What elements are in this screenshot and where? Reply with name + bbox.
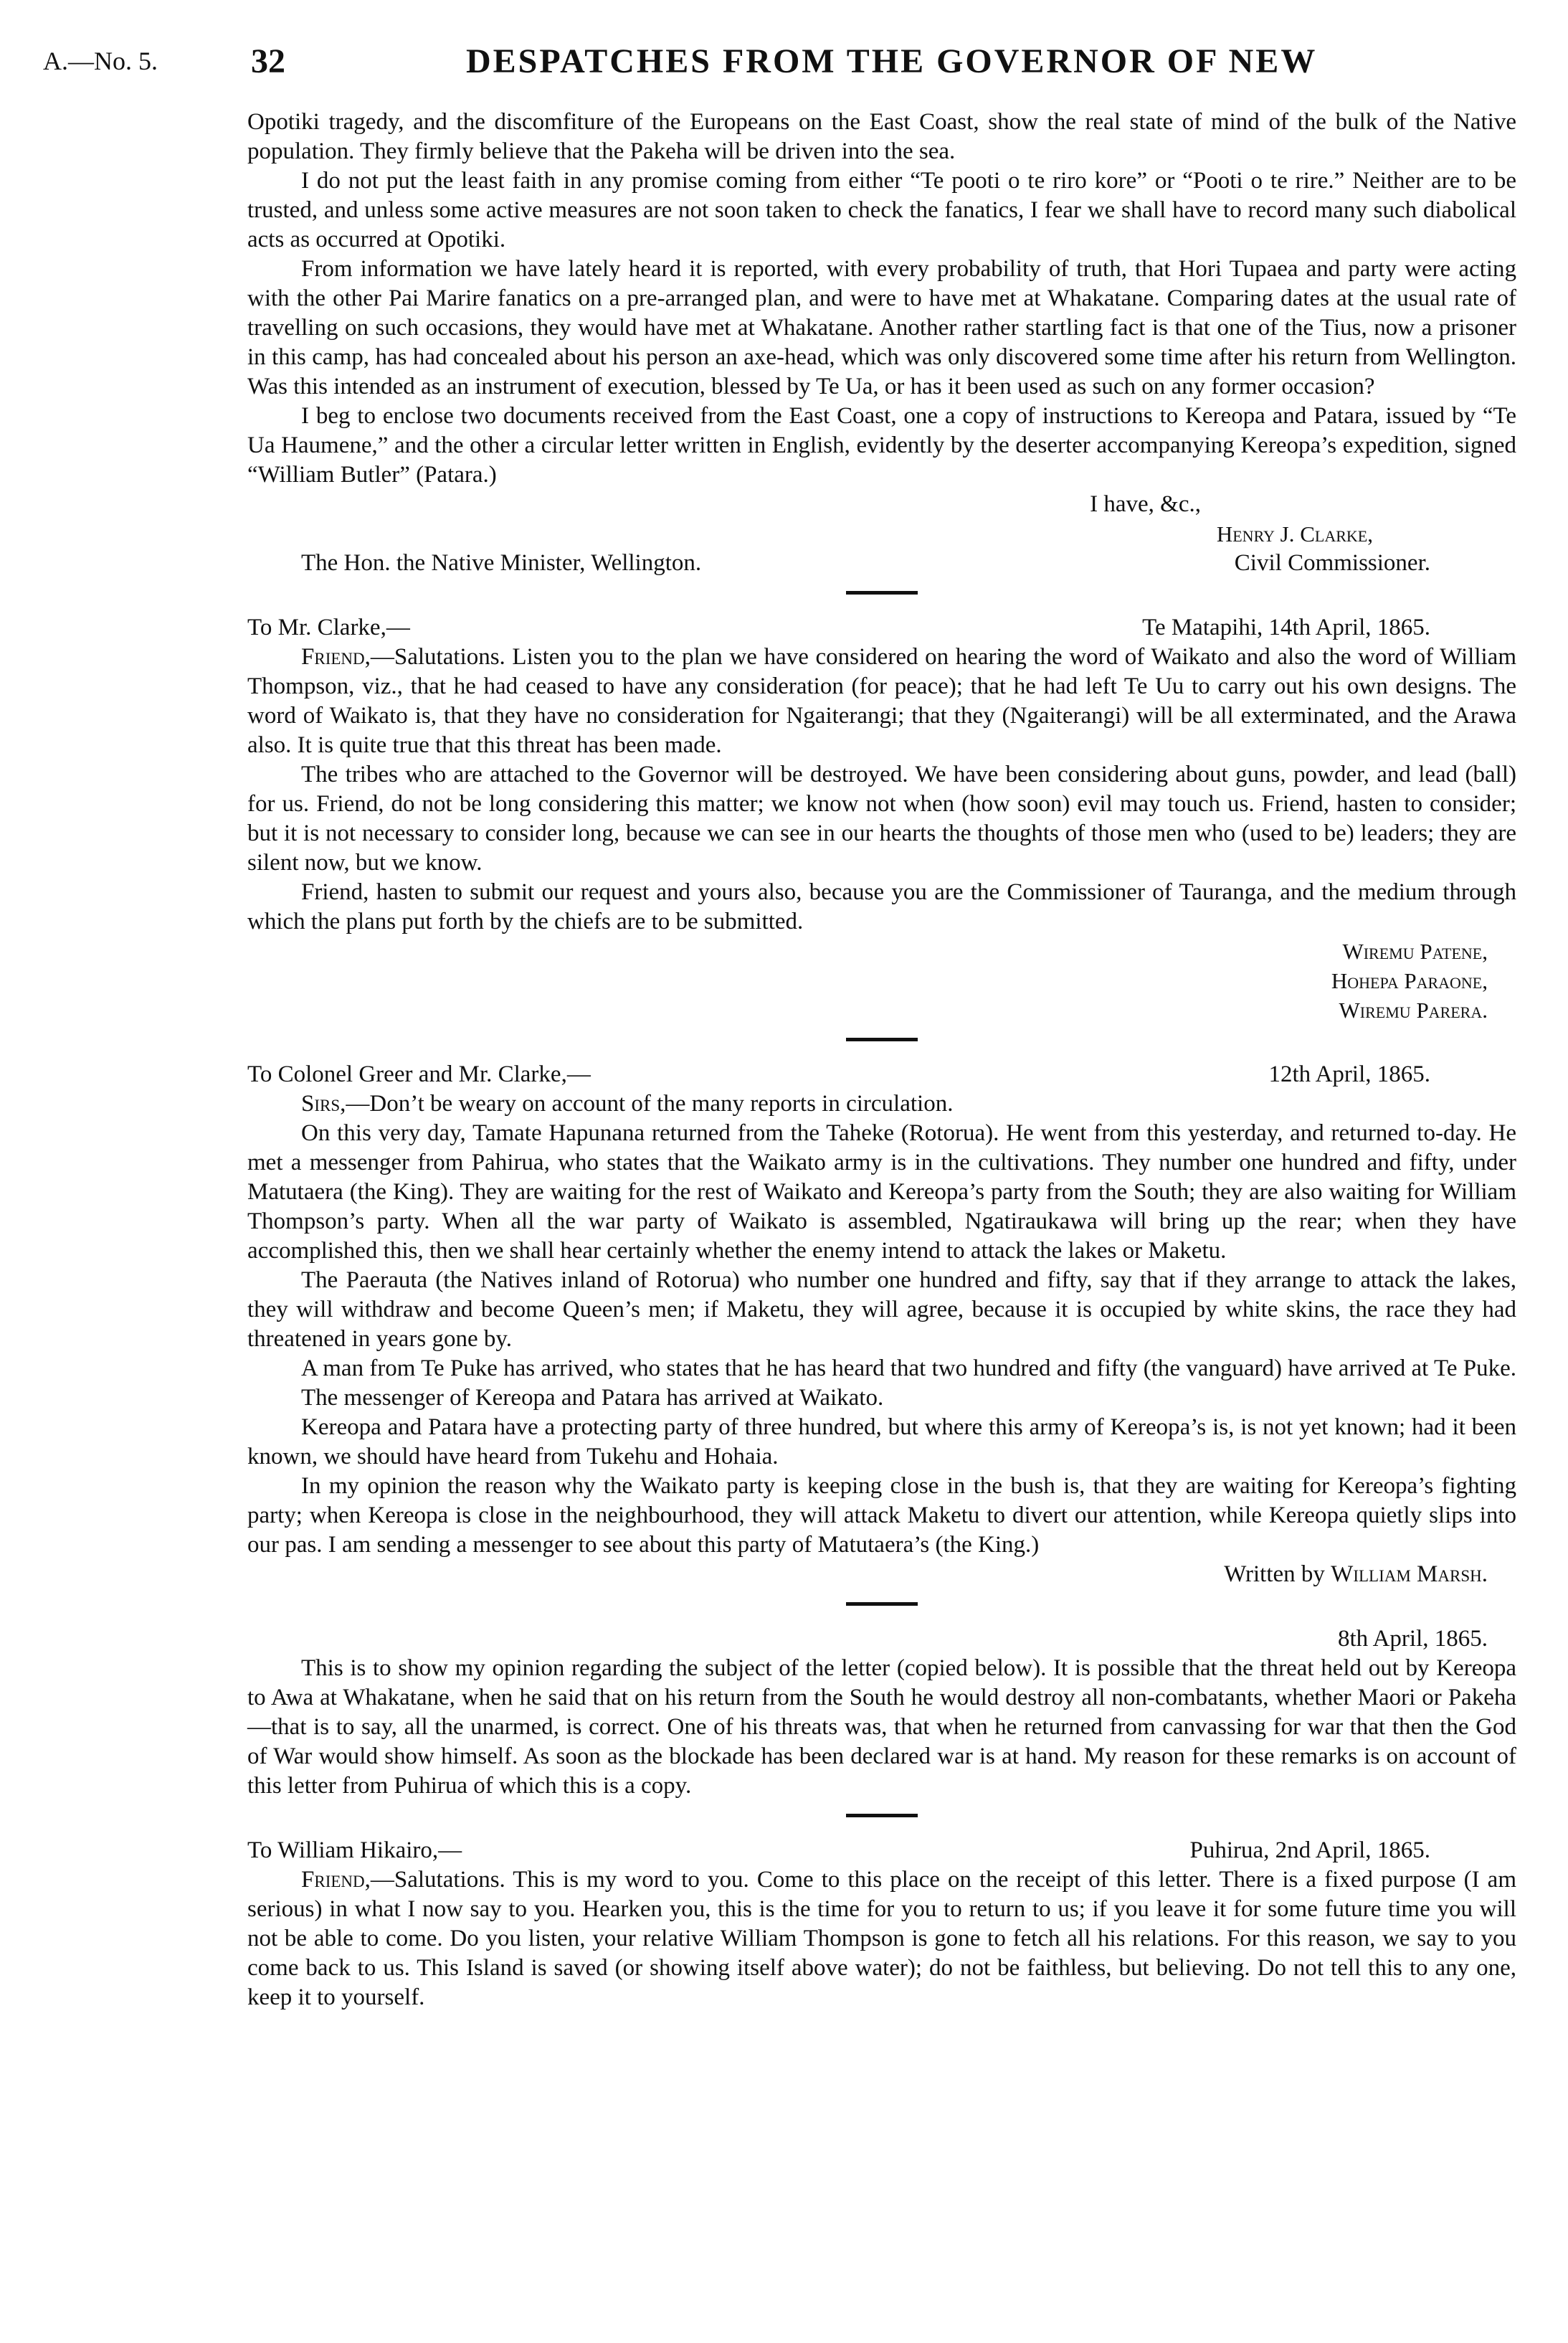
letter1-signer-3: Wiremu Parera. [1339,998,1488,1023]
letter2-paragraph-7: In my opinion the reason why the Waikato party is keeping close in the bush is, that they are waiting for Kereopa’s fighting party; when Kereopa is close in the neighbourhood, they will attack Maketu to divert our attention, while Kereopa quietly slips into our pas. I am sending a messenger to see about this party of Matutaera’s (the King.) [247,1473,1516,1558]
letter2-paragraph-2: On this very day, Tamate Hapunana returned from the Taheke (Rotorua). He went from this yesterday, and returned to-day. He met a messenger from Pahirua, who states that the Waikato army is in the cultivations. They number one hundred and fifty, under Matutaera (the King). They are waiting for the rest of Waikato and Kereopa’s party from the South; they are also waiting for William Thompson’s party. When all the war party of Waikato is assembled, Ngatiraukawa will bring up the rear; when they have accomplished this, then we shall hear certainly whether the enemy intend to attack the lakes or Maketu. [247,1120,1516,1264]
letter2-paragraph-4: A man from Te Puke has arrived, who states that he has heard that two hundred and fifty (the vanguard) have arrived at Te Puke. [301,1355,1516,1381]
letter2-signature [247,1560,1516,1589]
letter2-paragraph-3: The Paerauta (the Natives inland of Rotorua) who number one hundred and fifty, say that if they arrange to attack the lakes, they will withdraw and become Queen’s men; if Maketu, they will agree, because it is occupied by white skins, the race they had threatened in years gone by. [247,1267,1516,1352]
letter1-salutation: Friend, [301,644,371,670]
section-divider [846,1602,918,1606]
letter2-paragraph-1-text: —Don’t be weary on account of the many reports in circulation. [346,1091,954,1117]
running-title: DESPATCHES FROM THE GOVERNOR OF NEW [466,42,1318,80]
section-divider [846,1814,918,1817]
addressee-row [247,549,1516,578]
document-reference: A.—No. 5. [43,47,158,75]
letter2-paragraph-5: The messenger of Kereopa and Patara has arrived at Waikato. [301,1385,884,1411]
letter1-paragraph-3: Friend, hasten to submit our request and yours also, because you are the Commissioner of Tauranga, and the medium through which the plans put forth by the chiefs are to be submitted. [247,879,1516,934]
signer-title: Civil Commissioner. [1234,550,1430,576]
note-date: 8th April, 1865. [1337,1626,1488,1652]
intro-paragraph-1: Opotiki tragedy, and the discomfiture of the Europeans on the East Coast, show the real state of mind of the bulk of the Native population. They firmly believe that the Pakeha will be driven into the sea. [247,109,1516,164]
page-header [43,42,1527,85]
document-body [247,108,1516,2012]
letter1-recipient: To Mr. Clarke,— [247,615,410,640]
letter2-author: William Marsh. [1331,1561,1488,1587]
letter3-paragraph-1-text: —Salutations. This is my word to you. Come to this place on the receipt of this letter. There is a fixed purpose (I am serious) in what I now say to you. Hearken you, this is the time for you to return to us; if you leave it for some future time you will not be able to come. Do you listen, your relative William Thompson is gone to fetch all his relations. For this reason, we say to you come back to us. This Island is saved (or showing itself above water); do not be faithless, but believing. Do not tell this to any one, keep it to yourself. [247,1867,1516,2010]
signer-name: Henry J. Clarke, [1216,521,1373,546]
letter1-paragraph-1 [247,643,1516,760]
letter2-written-by: Written by [1224,1561,1325,1587]
closing: I have, &c., [1090,491,1201,517]
letter1-signer-2: Hohepa Paraone, [1331,968,1488,993]
letter1-paragraph-2: The tribes who are attached to the Governor will be destroyed. We have been considering about guns, powder, and lead (ball) for us. Friend, do not be long considering this matter; we know not when (how soon) evil may touch us. Friend, hasten to consider; but it is not necessary to consider long, because we can see in our hearts the thoughts of those men who (used to be) leaders; they are silent now, but we know. [247,762,1516,876]
letter2-recipient: To Colonel Greer and Mr. Clarke,— [247,1061,591,1087]
note-paragraph: This is to show my opinion regarding the subject of the letter (copied below). It is possible that the threat held out by Kereopa to Awa at Whakatane, when he said that on his return from the South he would destroy all non-combatants, whether Maori or Pakeha—that is to say, all the unarmed, is correct. One of his threats was, that when he returned from canvassing for war that then the God of War would show himself. As soon as the blockade has been declared war is at hand. My reason for these remarks is on account of this letter from Puhirua of which this is a copy. [247,1655,1516,1799]
letter2-paragraph-1 [247,1089,1516,1119]
letter1-paragraph-1-text: —Salutations. Listen you to the plan we have considered on hearing the word of Waikato and also the word of William Thompson, viz., that he had ceased to have any consideration (for peace); that he had left Te Uu to carry out his own designs. The word of Waikato is, that they have no consideration for Ngaiterangi; that they (Ngaiterangi) will be all exterminated, and the Arawa also. It is quite true that this threat has been made. [247,644,1516,758]
intro-paragraph-3: From information we have lately heard it is reported, with every probability of truth, that Hori Tupaea and party were acting with the other Pai Marire fanatics on a pre-arranged plan, and were to have met at Whakatane. Comparing dates at the usual rate of travelling on such occasions, they would have met at Whakatane. Another rather startling fact is that one of the Tius, now a prisoner in this camp, has had concealed about his person an axe-head, which was only discovered some time after his return from Wellington. Was this intended as an instrument of execution, blessed by Te Ua, or has it been used as such on any former occasion? [247,256,1516,399]
section-divider [846,1038,918,1041]
letter1-place-date: Te Matapihi, 14th April, 1865. [1142,615,1430,640]
letter3-salutation: Friend, [301,1867,371,1893]
letter2-date: 12th April, 1865. [1268,1061,1430,1087]
letter3-recipient: To William Hikairo,— [247,1837,462,1863]
letter3-heading [247,1836,1516,1865]
letter3-paragraph-1 [247,1865,1516,2012]
page-number: 32 [251,42,285,80]
letter1-heading [247,613,1516,643]
addressee: The Hon. the Native Minister, Wellington. [301,550,702,576]
intro-paragraph-2: I do not put the least faith in any promise coming from either “Te pooti o te riro kore” or “Pooti o te rire.” Neither are to be trusted, and unless some active measures are not soon taken to check the fanatics, I fear we shall have to record many such diabolical acts as occurred at Opotiki. [247,168,1516,252]
letter2-heading [247,1060,1516,1089]
letter2-salutation: Sirs, [301,1091,346,1117]
letter2-paragraph-6: Kereopa and Patara have a protecting party of three hundred, but where this army of Kereopa’s is, is not yet known; had it been known, we should have heard from Tukehu and Hohaia. [247,1414,1516,1469]
section-divider [846,591,918,595]
letter1-signer-1: Wiremu Patene, [1342,939,1488,964]
intro-paragraph-4: I beg to enclose two documents received from the East Coast, one a copy of instructions to Kereopa and Patara, issued by “Te Ua Haumene,” and the other a circular letter written in English, evidently by the deserter accompanying Kereopa’s expedition, signed “William Butler” (Patara.) [247,403,1516,488]
letter3-place-date: Puhirua, 2nd April, 1865. [1189,1837,1430,1863]
